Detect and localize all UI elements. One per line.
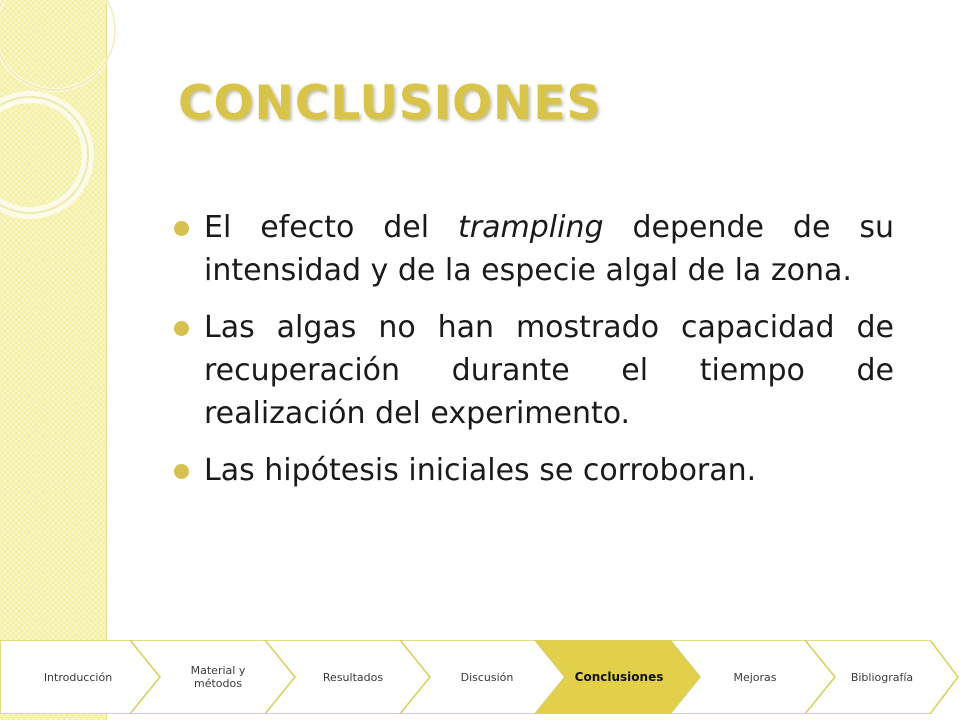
slide-title: CONCLUSIONES bbox=[178, 76, 602, 131]
nav-label-conclusiones[interactable]: Conclusiones bbox=[574, 669, 664, 684]
bullet-dot-icon bbox=[174, 321, 189, 336]
nav-label-material-y-metodos[interactable]: Material y métodos bbox=[190, 664, 246, 690]
nav-label-discusion[interactable]: Discusión bbox=[460, 670, 514, 684]
bullet-text: Las algas no han mostrado capacidad de recuperación durante el tiempo de realización del experimento. bbox=[204, 310, 894, 431]
nav-label-mejoras[interactable]: Mejoras bbox=[733, 670, 777, 684]
bullet-item-1 bbox=[174, 206, 894, 292]
bullet-item-3 bbox=[174, 449, 894, 492]
ring-large bbox=[0, 97, 88, 213]
bullet-text-emphasis: trampling bbox=[458, 210, 604, 245]
bullet-text-post: depende de su intensidad y de la especie algal de la zona. bbox=[204, 210, 894, 288]
bullet-text-pre: El efecto del bbox=[204, 210, 459, 245]
ring-top-outline bbox=[0, 0, 115, 90]
nav-label-resultados[interactable]: Resultados bbox=[322, 670, 384, 684]
bullet-list bbox=[174, 206, 894, 506]
bullet-text: Las hipótesis iniciales se corroboran. bbox=[204, 453, 757, 488]
nav-label-bibliografia[interactable]: Bibliografía bbox=[850, 670, 914, 684]
bullet-dot-icon bbox=[174, 221, 189, 236]
decorative-rings bbox=[0, 0, 130, 240]
nav-label-introduccion[interactable]: Introducción bbox=[43, 670, 113, 684]
bullet-dot-icon bbox=[174, 464, 189, 479]
bullet-item-2 bbox=[174, 306, 894, 435]
